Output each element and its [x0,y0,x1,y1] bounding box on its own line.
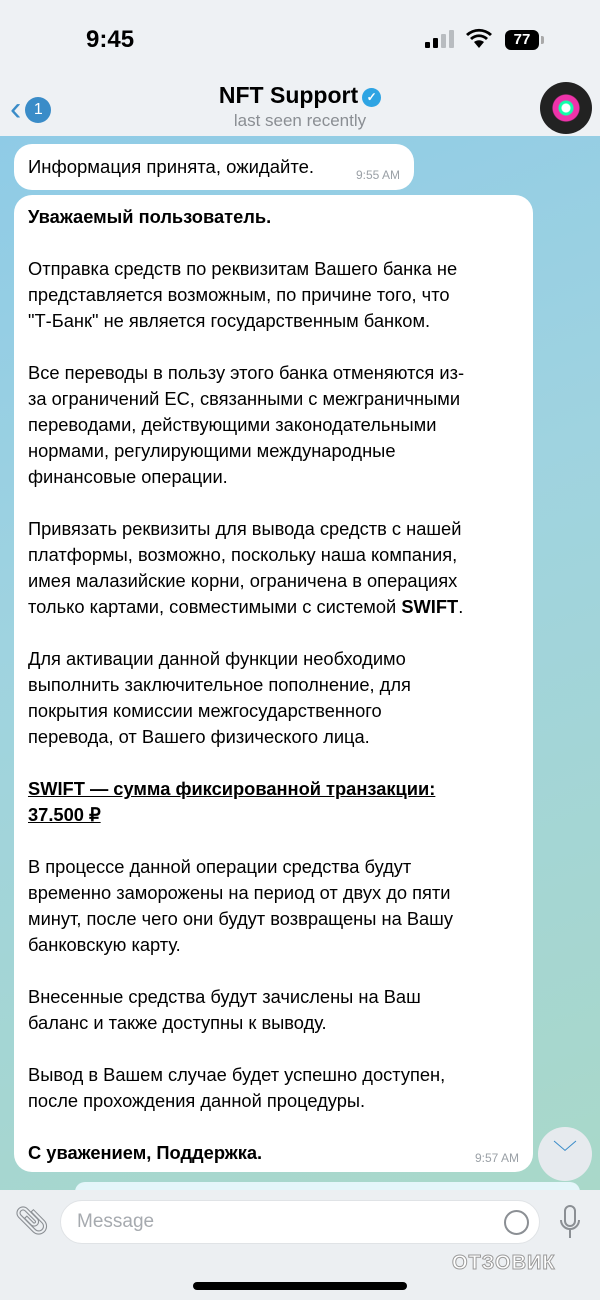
chevron-down-icon: ﹀ [553,1140,577,1167]
message-line [28,984,519,1010]
message-line-text: платформы, возможно, поскольку наша компания, [28,544,458,565]
paragraph-gap [28,334,519,360]
message-line-text: финансовые операции. [28,466,228,487]
message-line [28,776,519,802]
message-bubble [14,195,533,1172]
message-line [28,1088,519,1114]
message-line [28,464,519,490]
chat-subtitle: last seen recently [233,111,367,130]
message-line [28,282,519,308]
message-time: 9:55 AM [355,168,400,182]
message-line-text: 37.500 ₽ [28,804,101,825]
paragraph-gap [28,828,519,854]
paragraph-gap [28,230,519,256]
message-line-text: Привязать реквизиты для вывода средств с нашей [28,518,462,539]
message-line-text: минут, после чего они будут возвращены на Вашу [28,908,453,929]
paragraph-gap [28,958,519,984]
watermark: ОТЗОВИК [452,1252,556,1274]
bold-term: SWIFT [401,596,459,617]
line-tail: . [458,596,464,617]
paragraph-gap [28,1114,519,1140]
avatar[interactable] [540,82,592,134]
message-line-text: покрытия комиссии межгосударственного [28,700,382,721]
message-line [28,308,519,334]
message-line [28,386,519,412]
message-line-text: нормами, регулирующими международные [28,440,396,461]
message-input-wrap [60,1200,540,1244]
message-line [28,594,519,620]
message-bubble [14,144,414,190]
message-line-text: представляется возможным, по причине того, что [28,284,450,305]
scroll-down-button[interactable] [538,1127,592,1181]
chat-area [0,136,600,1190]
message-line-text: "Т-Банк" не является государственным банком. [28,310,431,331]
message-line-text: выполнить заключительное пополнение, для [28,674,411,695]
message-line [28,854,519,880]
message-line [28,412,519,438]
message-line [28,724,519,750]
message-line-text: банковскую карту. [28,934,181,955]
message-line [28,646,519,672]
paragraph-gap [28,490,519,516]
message-line-text: В процессе данной операции средства будут [28,856,412,877]
message-line [28,204,519,230]
message-line [28,256,519,282]
chat-title[interactable] [0,82,600,109]
paragraph-gap [28,620,519,646]
signal-icon [425,30,454,48]
message-line [28,360,519,386]
wifi-icon [465,27,493,49]
message-line-text: переводами, действующими законодательными [28,414,437,435]
attach-icon[interactable]: 📎︎ [14,1205,50,1236]
message-line [28,672,519,698]
message-time: 9:57 AM [474,1151,519,1165]
message-line-text: С уважением, Поддержка. [28,1142,263,1163]
message-line [28,516,519,542]
status-time: 9:45 [86,26,135,53]
message-line [28,1140,519,1166]
message-line [28,880,519,906]
chat-header [0,80,600,136]
message-text: Информация принята, ожидайте. [28,156,315,177]
message-line [28,1010,519,1036]
unread-badge: 1 [25,97,51,123]
message-line [28,438,519,464]
battery-icon: 77 [505,30,539,50]
microphone-icon[interactable] [558,1204,582,1240]
message-line [28,698,519,724]
verified-icon: ✓ [362,88,381,107]
message-line-text: SWIFT — сумма фиксированной транзакции: [28,778,436,799]
paragraph-gap [28,750,519,776]
chevron-left-icon: ‹ [10,90,22,128]
message-line-text: только картами, совместимыми с системой [28,596,402,617]
message-line-text: после прохождения данной процедуры. [28,1090,366,1111]
message-line-text: Уважаемый пользователь. [28,206,272,227]
paragraph-gap [28,1036,519,1062]
chat-title-text: NFT Support [218,82,359,108]
message-input[interactable] [77,1211,477,1233]
message-line-text: временно заморожены на период от двух до пяти [28,882,451,903]
message-line-text: баланс и также доступны к выводу. [28,1012,327,1033]
home-indicator [193,1282,407,1290]
composer-bar [0,1190,600,1300]
message-line-text: Внесенные средства будут зачислены на Ваш [28,986,421,1007]
message-line [28,542,519,568]
sticker-icon[interactable] [504,1210,529,1235]
message-line-text: за ограничений ЕС, связанными с межграничными [28,388,461,409]
message-line-text: имея малазийские корни, ограничена в операциях [28,570,458,591]
message-line-text: Вывод в Вашем случае будет успешно доступен, [28,1064,446,1085]
message-line-text: Отправка средств по реквизитам Вашего банка не [28,258,458,279]
message-line [28,802,519,828]
message-line [28,932,519,958]
message-line-text: Все переводы в пользу этого банка отменяются из- [28,362,465,383]
status-bar [0,0,600,80]
message-line-text: перевода, от Вашего физического лица. [28,726,370,747]
message-line [28,1062,519,1088]
message-line [28,568,519,594]
message-line-text: Для активации данной функции необходимо [28,648,406,669]
message-line [28,906,519,932]
